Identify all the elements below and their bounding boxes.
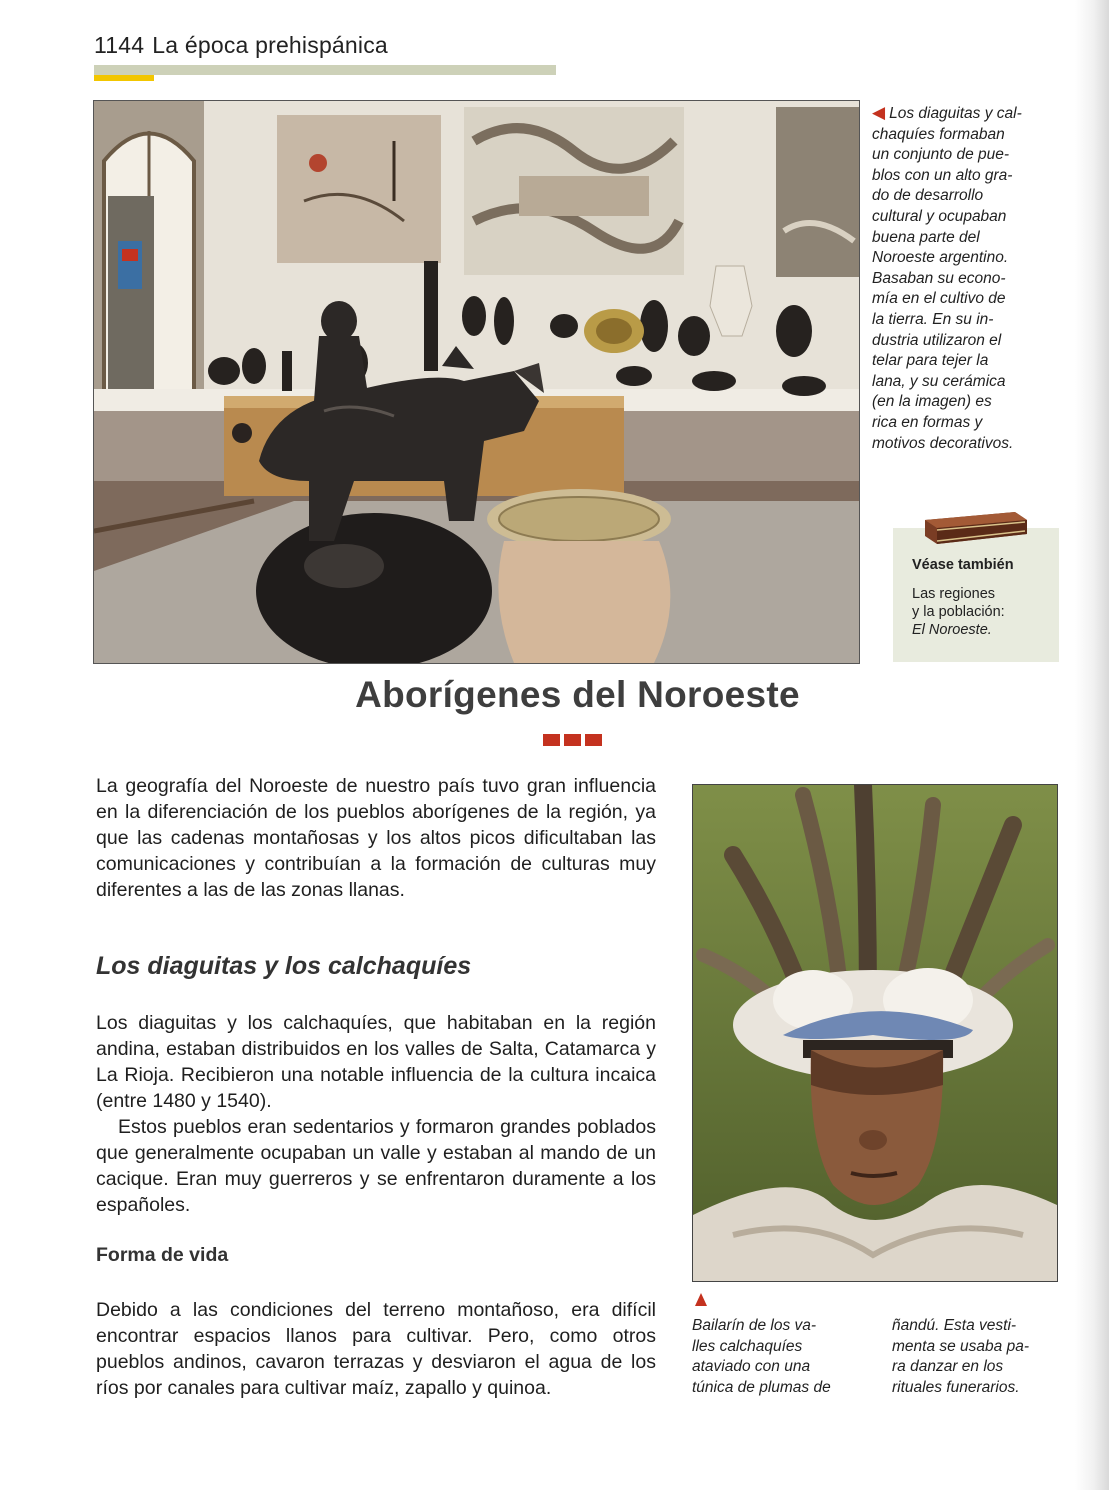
- photo-caption-bottom-col1: [692, 1316, 857, 1398]
- caption-line: lles calchaquíes: [692, 1337, 803, 1355]
- caption-line: ra danzar en los: [892, 1358, 1004, 1376]
- square-icon: [585, 734, 602, 746]
- caption-line: Noroeste argentino.: [872, 249, 1009, 267]
- caption-line: la tierra. En su in-: [872, 310, 994, 328]
- see-also-line: y la población:: [912, 604, 1005, 620]
- page-number: 1144: [94, 32, 145, 58]
- running-header: [94, 32, 388, 59]
- caption-line: blos con un alto gra-: [872, 166, 1013, 184]
- section-name: La época prehispánica: [152, 32, 388, 58]
- caption-line: Bailarín de los va-: [692, 1317, 817, 1334]
- caption-line: chaquíes formaban: [872, 125, 1005, 143]
- caption-line: ñandú. Esta vesti-: [892, 1317, 1017, 1334]
- see-also-line: Las regiones: [912, 586, 996, 602]
- paragraph: Estos pueblos eran sedentarios y formaron grandes poblados que generalmente ocupaban un valle y estaban al mando de un cacique. Eran muy guerreros y se enfrentaron duramente a los españoles.: [96, 1116, 656, 1216]
- caption-line: túnica de plumas de: [692, 1378, 831, 1396]
- caption-line: menta se usaba pa-: [892, 1337, 1030, 1355]
- square-icon: [564, 734, 581, 746]
- caption-line: rituales funerarios.: [892, 1378, 1020, 1396]
- photo-caption-top: [872, 103, 1062, 454]
- see-also-reference[interactable]: [912, 585, 1052, 639]
- page-edge-shadow: [1075, 0, 1109, 1490]
- caption-line: do de desarrollo: [872, 187, 984, 205]
- intro-paragraph: La geografía del Noroeste de nuestro país tuvo gran influencia en la diferenciación de los pueblos aborígenes de la región, ya que las cadenas montañosas y los altos picos dificultaban las comunicaciones y contribuían a la formación de culturas muy diferentes a las de las zonas llanas.: [96, 775, 656, 901]
- header-rule: [94, 65, 556, 75]
- caption-line: mía en el cultivo de: [872, 290, 1006, 308]
- triangle-up-icon: [695, 1293, 707, 1306]
- photo-caption-bottom-col2: [892, 1316, 1057, 1398]
- caption-line: Basaban su econo-: [872, 269, 1006, 287]
- page-title: Aborígenes del Noroeste: [355, 674, 800, 715]
- paragraph: Debido a las condiciones del terreno montañoso, era difícil encontrar espacios llanos para cultivar. Pero, como otros pueblos andinos, cavaron terrazas y desviaron el agua de los ríos por canales para cultivar maíz, zapallo y quinoa.: [96, 1299, 656, 1399]
- caption-line: telar para tejer la: [872, 352, 989, 370]
- caption-line: buena parte del: [872, 228, 980, 246]
- see-also-title: Véase también: [912, 557, 1014, 573]
- title-ornament: [543, 733, 613, 745]
- book-icon: [923, 506, 1029, 546]
- square-icon: [543, 734, 560, 746]
- dancer-photo: [692, 784, 1058, 1282]
- minor-heading: Forma de vida: [96, 1244, 229, 1266]
- caption-line: dustria utilizaron el: [872, 331, 1002, 349]
- see-also-link[interactable]: El Noroeste.: [912, 622, 992, 638]
- pottery-gallery-photo: [93, 100, 860, 664]
- caption-line: rica en formas y: [872, 413, 983, 431]
- caption-line: ataviado con una: [692, 1358, 811, 1376]
- caption-line: (en la imagen) es: [872, 393, 992, 411]
- caption-line: lana, y su cerámica: [872, 372, 1006, 390]
- caption-line: ◀ Los diaguitas y cal-: [872, 103, 1022, 122]
- triangle-left-icon: ◀: [872, 103, 886, 122]
- caption-line: cultural y ocupaban: [872, 207, 1007, 225]
- paragraph: Los diaguitas y los calchaquíes, que habitaban en la región andina, estaban distribuidos en los valles de Salta, Catamarca y La Rioja. Recibieron una notable influencia de la cultura incaica (entre 1480 y 1540).: [96, 1012, 656, 1112]
- subsection-heading: Los diaguitas y los calchaquíes: [96, 952, 472, 980]
- caption-line: motivos decorativos.: [872, 434, 1014, 452]
- caption-line: un conjunto de pue-: [872, 146, 1010, 164]
- header-rule-accent: [94, 75, 154, 81]
